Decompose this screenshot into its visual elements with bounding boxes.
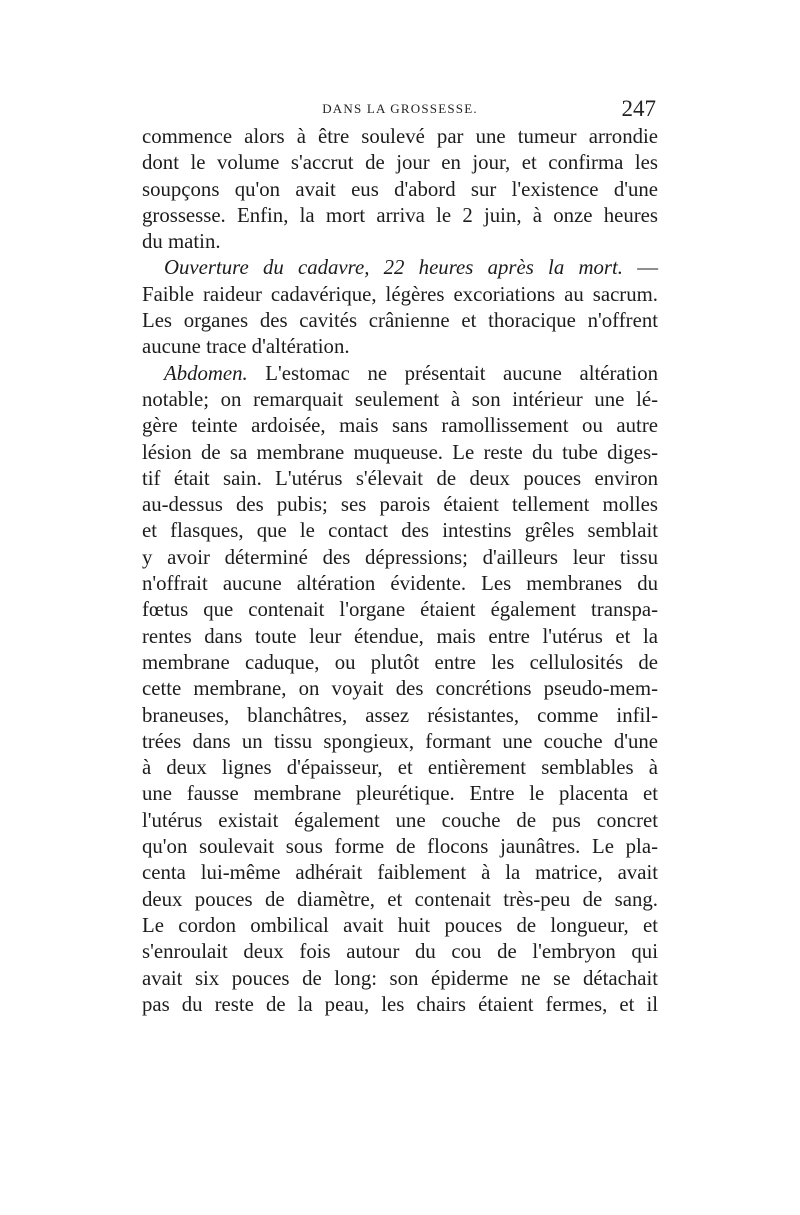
text-segment: cette membrane, on voyait des concrétions pseudo-mem- (142, 677, 658, 701)
text-line (142, 808, 658, 834)
text-line (142, 939, 658, 965)
text-line (142, 860, 658, 886)
text-line (142, 255, 658, 281)
text-line (142, 966, 658, 992)
text-segment: membrane caduque, ou plutôt entre les cellulosités de (142, 650, 658, 674)
text-line (142, 755, 658, 781)
text-segment: avait six pouces de long: son épiderme ne se détachait (142, 966, 658, 990)
text-segment: Faible raideur cadavérique, légères excoriations au sacrum. (142, 282, 658, 306)
text-segment: n'offrait aucune altération évidente. Les membranes du (142, 572, 658, 596)
text-line (142, 650, 658, 676)
text-line (142, 992, 658, 1018)
page-number: 247 (621, 96, 656, 121)
text-segment: braneuses, blanchâtres, assez résistantes, comme infil- (142, 703, 658, 727)
text-line (142, 729, 658, 755)
text-line (142, 308, 658, 334)
italic-text: Ouverture du cadavre, 22 heures après la mort. (164, 256, 623, 280)
text-line (142, 361, 658, 387)
text-line (142, 177, 658, 203)
text-line (142, 834, 658, 860)
text-line (142, 913, 658, 939)
text-line (142, 282, 658, 308)
text-line (142, 440, 658, 466)
text-segment: fœtus que contenait l'organe étaient également transpa- (142, 598, 658, 622)
text-segment: L'estomac ne présentait aucune altération (247, 361, 658, 385)
text-segment: deux pouces de diamètre, et contenait très-peu de sang. (142, 887, 658, 911)
text-line (142, 781, 658, 807)
text-segment: aucune trace d'altération. (142, 335, 350, 359)
text-segment: notable; on remarquait seulement à son intérieur une lé- (142, 387, 658, 411)
italic-text: Abdomen. (164, 361, 248, 385)
text-line (142, 150, 658, 176)
text-segment: Les organes des cavités crânienne et thoracique n'offrent (142, 309, 658, 333)
text-segment: une fausse membrane pleurétique. Entre le placenta et (142, 782, 658, 806)
text-line (142, 545, 658, 571)
text-line (142, 703, 658, 729)
text-line (142, 387, 658, 413)
text-line (142, 597, 658, 623)
text-segment: l'utérus existait également une couche de pus concret (142, 808, 658, 832)
text-segment: au-dessus des pubis; ses parois étaient tellement molles (142, 493, 658, 517)
text-line (142, 518, 658, 544)
text-segment: à deux lignes d'épaisseur, et entièrement semblables à (142, 756, 658, 780)
text-line (142, 229, 658, 255)
text-line (142, 466, 658, 492)
text-line (142, 624, 658, 650)
text-segment: du matin. (142, 230, 221, 254)
text-segment: tif était sain. L'utérus s'élevait de deux pouces environ (142, 466, 658, 490)
text-segment: qu'on soulevait sous forme de flocons jaunâtres. Le pla- (142, 835, 658, 859)
page-header (142, 94, 658, 124)
text-segment: lésion de sa membrane muqueuse. Le reste du tube diges- (142, 440, 658, 464)
text-segment: y avoir déterminé des dépressions; d'ailleurs leur tissu (142, 545, 658, 569)
text-segment: — (622, 256, 658, 280)
text-segment: centa lui-même adhérait faiblement à la matrice, avait (142, 861, 658, 885)
text-segment: Le cordon ombilical avait huit pouces de longueur, et (142, 913, 658, 937)
text-line (142, 492, 658, 518)
text-segment: grossesse. Enfin, la mort arriva le 2 juin, à onze heures (142, 203, 658, 227)
text-segment: trées dans un tissu spongieux, formant une couche d'une (142, 729, 658, 753)
text-line (142, 334, 658, 360)
text-segment: soupçons qu'on avait eus d'abord sur l'existence d'une (142, 177, 658, 201)
text-segment: dont le volume s'accrut de jour en jour, et confirma les (142, 151, 658, 175)
text-line (142, 413, 658, 439)
text-line (142, 887, 658, 913)
text-line (142, 203, 658, 229)
body-text (142, 124, 658, 1018)
text-segment: gère teinte ardoisée, mais sans ramollissement ou autre (142, 414, 658, 438)
running-head: DANS LA GROSSESSE. (322, 101, 478, 116)
text-segment: commence alors à être soulevé par une tumeur arrondie (142, 125, 658, 148)
text-line (142, 571, 658, 597)
text-segment: s'enroulait deux fois autour du cou de l'embryon qui (142, 940, 658, 964)
text-segment: et flasques, que le contact des intestins grêles semblait (142, 519, 658, 543)
text-line (142, 124, 658, 150)
text-segment: pas du reste de la peau, les chairs étaient fermes, et il (142, 992, 658, 1016)
text-segment: rentes dans toute leur étendue, mais entre l'utérus et la (142, 624, 658, 648)
text-line (142, 676, 658, 702)
